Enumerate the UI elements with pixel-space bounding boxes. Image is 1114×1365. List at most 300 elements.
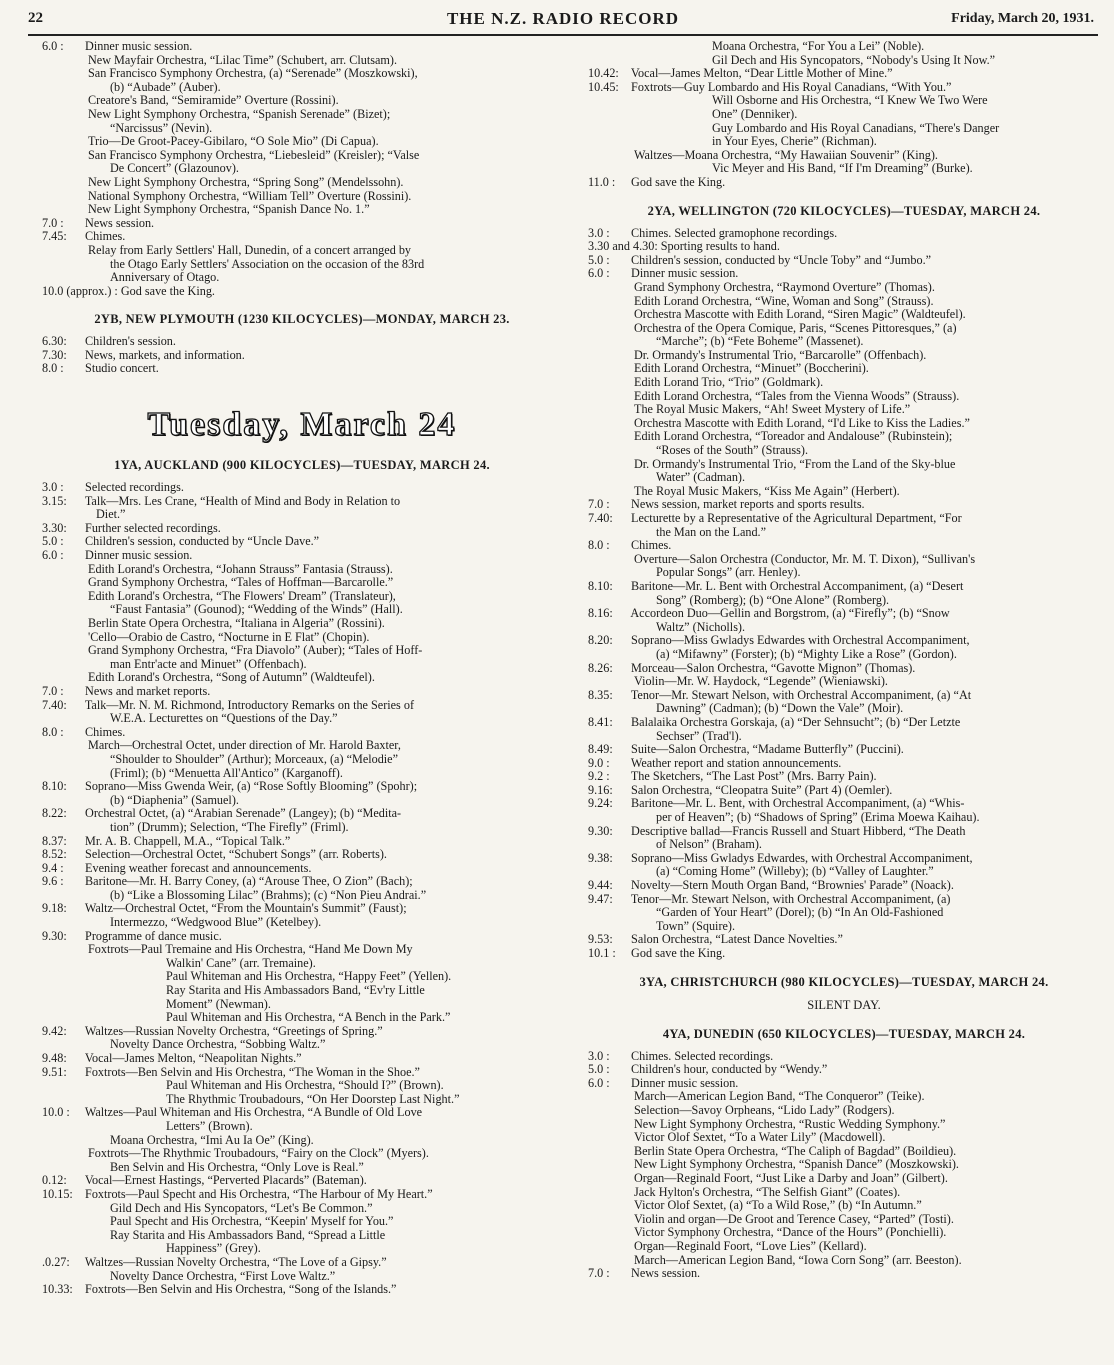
programme-entry xyxy=(588,1267,1100,1281)
entry-time: 7.40: xyxy=(42,698,67,712)
entry-time: 8.16: xyxy=(588,607,613,621)
programme-entry xyxy=(42,685,562,699)
programme-line: “Marche”; (b) “Fete Boheme” (Massenet). xyxy=(656,335,864,349)
entry-time: 10.42: xyxy=(588,67,619,81)
entry-text: Chimes. xyxy=(631,539,672,553)
programme-entry xyxy=(588,825,1100,839)
entry-text: Waltzes—Russian Novelty Orchestra, “The Love of a Gipsy.” xyxy=(84,1255,387,1269)
entry-text: Children's session, conducted by “Uncle Toby” and “Jumbo.” xyxy=(631,253,932,267)
entry-text: Foxtrots—Ben Selvin and His Orchestra, “The Woman in the Shoe.” xyxy=(85,1065,420,1079)
programme-line: The Royal Music Makers, “Kiss Me Again” (Herbert). xyxy=(634,484,900,498)
programme-entry xyxy=(42,1066,562,1080)
entry-text: Baritone—Mr. L. Bent, with Orchestral Accompaniment, (a) “Whis- xyxy=(631,797,965,811)
entry-time: 3.30: xyxy=(42,521,67,535)
programme-entry xyxy=(588,662,1100,676)
programme-entry xyxy=(42,1106,562,1120)
entry-text: Novelty—Stern Mouth Organ Band, “Brownies' Parade” (Noack). xyxy=(631,879,954,893)
programme-line: Organ—Reginald Foort, “Just Like a Darby and Joan” (Gilbert). xyxy=(634,1171,948,1185)
entry-time: 5.0 : xyxy=(588,253,610,267)
entry-text: Tenor—Mr. Stewart Nelson, with Orchestral Accompaniment, (a) “At xyxy=(630,688,972,702)
entry-text: Children's session, conducted by “Uncle Dave.” xyxy=(85,535,320,549)
entry-time: 11.0 : xyxy=(588,175,616,189)
entry-text: Accordeon Duo—Gellin and Borgstrom, (a) “Firefly”; (b) “Snow xyxy=(630,607,950,621)
entry-time: 8.22: xyxy=(42,807,67,821)
programme-line: 'Cello—Orabio de Castro, “Nocturne in E Flat” (Chopin). xyxy=(88,630,370,644)
entry-time: 9.48: xyxy=(42,1052,67,1065)
programme-line: in Your Eyes, Cherie” (Richman). xyxy=(712,135,877,149)
entry-time: 6.0 : xyxy=(42,40,64,53)
programme-line: man Entr'acte and Minuet” (Offenbach). xyxy=(110,657,307,671)
entry-text: Evening weather forecast and announcements. xyxy=(85,861,312,875)
programme-entry xyxy=(588,879,1100,893)
entry-time: 8.10: xyxy=(42,780,67,794)
programme-line: Edith Lorand's Orchestra, “Song of Autumn” (Waldteufel). xyxy=(88,671,375,685)
programme-line: Dawning” (Cadman); (b) “Down the Vale” (Moir). xyxy=(656,702,904,716)
entry-time: 8.20: xyxy=(588,634,613,648)
programme-line: Song” (Romberg); (b) “One Alone” (Romberg). xyxy=(656,593,890,607)
programme-entry xyxy=(42,549,562,563)
entry-text: Mr. A. B. Chappell, M.A., “Topical Talk.” xyxy=(85,834,291,848)
day-title: Tuesday, March 24 xyxy=(147,406,457,444)
programme-entry xyxy=(42,40,562,54)
right-column xyxy=(588,40,1100,1281)
programme-entry xyxy=(42,1188,562,1202)
entry-text: Weather report and station announcements. xyxy=(630,756,842,770)
entry-text: Selected recordings. xyxy=(85,481,184,495)
programme-line: Moment” (Newman). xyxy=(166,997,271,1011)
page-number: 22 xyxy=(28,10,43,26)
entry-text: Children's hour, conducted by “Wendy.” xyxy=(631,1063,828,1077)
programme-entry xyxy=(42,349,562,363)
entry-time: 9.0 : xyxy=(588,756,610,770)
programme-line: the Otago Early Settlers' Association on the occasion of the 83rd xyxy=(110,257,425,271)
entry-text: Dinner music session. xyxy=(631,1076,739,1090)
station-heading: 2YB, NEW PLYMOUTH (1230 KILOCYCLES)—MONDAY, MARCH 23. xyxy=(94,312,510,327)
programme-line: Foxtrots—Paul Tremaine and His Orchestra, “Hand Me Down My xyxy=(88,943,413,957)
programme-line: “Roses of the South” (Strauss). xyxy=(656,444,808,458)
programme-entry xyxy=(588,227,1100,241)
programme-entry xyxy=(42,835,562,849)
programme-entry xyxy=(588,67,1100,81)
programme-entry xyxy=(42,848,562,862)
programme-entry xyxy=(588,634,1100,648)
programme-line: New Mayfair Orchestra, “Lilac Time” (Schubert, arr. Clutsam). xyxy=(88,53,397,67)
programme-entry xyxy=(588,689,1100,703)
programme-entry xyxy=(588,539,1100,553)
programme-line: Vic Meyer and His Band, “If I'm Dreaming” (Burke). xyxy=(712,162,973,176)
programme-line: One” (Denniker). xyxy=(712,107,798,121)
entry-text: Talk—Mr. N. M. Richmond, Introductory Remarks on the Series of xyxy=(84,698,415,712)
entry-text: Foxtrots—Paul Specht and His Orchestra, “The Harbour of My Heart.” xyxy=(85,1187,433,1201)
entry-text: Salon Orchestra, “Cleopatra Suite” (Part 4) (Oemler). xyxy=(631,783,893,797)
programme-line: “Faust Fantasia” (Gounod); “Wedding of the Winds” (Hall). xyxy=(110,603,403,617)
entry-time: 6.0 : xyxy=(588,1076,610,1090)
programme-line: De Concert” (Glazounov). xyxy=(110,162,239,176)
programme-entry xyxy=(588,240,1100,254)
programme-line: Walkin' Cane” (arr. Tremaine). xyxy=(166,956,316,970)
programme-line: Paul Whiteman and His Orchestra, “Should I?” (Brown). xyxy=(166,1079,444,1093)
programme-entry xyxy=(588,1050,1100,1064)
programme-line: Edith Lorand Orchestra, “Wine, Woman and Song” (Strauss). xyxy=(634,294,934,308)
entry-time: 9.51: xyxy=(42,1065,67,1079)
entry-text: God save the King. xyxy=(631,947,726,960)
programme-line: Violin and organ—De Groot and Terence Casey, “Parted” (Tosti). xyxy=(634,1212,954,1226)
programme-entry xyxy=(42,230,562,244)
programme-entry xyxy=(42,699,562,713)
notice-text: SILENT DAY. xyxy=(807,997,881,1012)
entry-time: 7.0 : xyxy=(588,498,610,512)
programme-line: Orchestra Mascotte with Edith Lorand, “I'd Like to Kiss the Ladies.” xyxy=(634,416,970,430)
entry-time: 8.0 : xyxy=(42,725,64,739)
entry-time: 8.0 : xyxy=(42,362,64,376)
programme-line: Happiness” (Grey). xyxy=(166,1242,261,1256)
programme-entry xyxy=(588,498,1100,512)
entry-time: 9.38: xyxy=(588,851,613,865)
programme-line: per of Heaven”; (b) “Shadows of Spring” (Erima Moewa Kaihau). xyxy=(656,811,980,825)
entry-text: Chimes. Selected recordings. xyxy=(631,1049,774,1063)
entry-time: 10.0 (approx.) : xyxy=(42,284,118,298)
programme-line: Will Osborne and His Orchestra, “I Knew We Two Were xyxy=(712,94,988,108)
programme-line: Dr. Ormandy's Instrumental Trio, “From the Land of the Sky-blue xyxy=(634,457,956,471)
programme-line: Berlin State Opera Orchestra, “The Caliph of Bagdad” (Boildieu). xyxy=(634,1144,957,1158)
programme-entry xyxy=(42,726,562,740)
programme-line: Gild Dech and His Syncopators, “Let's Be Common.” xyxy=(110,1201,373,1215)
entry-text: Talk—Mrs. Les Crane, “Health of Mind and Body in Relation to xyxy=(84,494,401,508)
entry-text: Soprano—Miss Gwenda Weir, (a) “Rose Softly Blooming” (Spohr); xyxy=(85,780,418,794)
programme-entry xyxy=(588,947,1100,961)
entry-time: 9.47: xyxy=(588,892,613,906)
programme-line: Creatore's Band, “Semiramide” Overture (Rossini). xyxy=(88,94,339,108)
entry-time: 8.49: xyxy=(588,743,613,757)
programme-entry xyxy=(588,893,1100,907)
programme-line: Paul Specht and His Orchestra, “Keepin' Myself for You.” xyxy=(110,1215,394,1229)
programme-entry xyxy=(42,535,562,549)
programme-line: (a) “Mifawny” (Forster); (b) “Mighty Like a Rose” (Gordon). xyxy=(656,647,957,661)
entry-time: 6.0 : xyxy=(42,549,64,563)
entry-text: Baritone—Mr. L. Bent with Orchestral Accompaniment, (a) “Desert xyxy=(631,579,964,593)
station-heading: 3YA, CHRISTCHURCH (980 KILOCYCLES)—TUESDAY, MARCH 24. xyxy=(639,974,1049,989)
entry-text: Chimes. xyxy=(85,230,126,244)
entry-time: 9.30: xyxy=(588,824,613,838)
programme-line: Waltzes—Moana Orchestra, “My Hawaiian Souvenir” (King). xyxy=(634,148,938,162)
entry-text: News and market reports. xyxy=(85,684,211,698)
entry-time: 3.0 : xyxy=(42,481,64,495)
programme-entry xyxy=(42,902,562,916)
programme-line: Anniversary of Otago. xyxy=(110,271,220,285)
entry-time: 9.53: xyxy=(588,933,613,947)
entry-text: Waltzes—Paul Whiteman and His Orchestra, “A Bundle of Old Love xyxy=(84,1106,423,1120)
programme-line: Selection—Savoy Orpheans, “Lido Lady” (Rodgers). xyxy=(634,1103,895,1117)
programme-line: Jack Hylton's Orchestra, “The Selfish Giant” (Coates). xyxy=(634,1185,901,1199)
programme-line: Dr. Ormandy's Instrumental Trio, “Barcarolle” (Offenbach). xyxy=(634,348,927,362)
entry-text: Suite—Salon Orchestra, “Madame Butterfly” (Puccini). xyxy=(631,743,904,757)
programme-line: Paul Whiteman and His Orchestra, “A Bench in the Park.” xyxy=(166,1011,451,1025)
entry-text: Descriptive ballad—Francis Russell and Stuart Hibberd, “The Death xyxy=(631,824,966,838)
programme-line: Trio—De Groot-Pacey-Gibilaro, “O Sole Mio” (Di Capua). xyxy=(88,135,379,149)
programme-line: Victor Olof Sextet, “To a Water Lily” (Macdowell). xyxy=(634,1131,886,1145)
programme-line: (Friml); (b) “Menuetta All'Antico” (Karganoff). xyxy=(110,766,343,780)
programme-entry xyxy=(42,495,562,509)
programme-line: Orchestra Mascotte with Edith Lorand, “Siren Magic” (Waldteufel). xyxy=(634,308,966,322)
programme-entry xyxy=(42,780,562,794)
programme-line: “Garden of Your Heart” (Dorel); (b) “In An Old-Fashioned xyxy=(656,906,944,920)
programme-entry xyxy=(588,1063,1100,1077)
programme-line: Gil Dech and His Syncopators, “Nobody's Using It Now.” xyxy=(712,53,996,67)
programme-line: Water” (Cadman). xyxy=(656,471,746,485)
programme-entry xyxy=(588,580,1100,594)
station-heading: 1YA, AUCKLAND (900 KILOCYCLES)—TUESDAY, MARCH 24. xyxy=(114,458,490,473)
entry-time: 5.0 : xyxy=(42,535,64,549)
entry-time: .0.27: xyxy=(42,1255,70,1269)
programme-entry xyxy=(42,362,562,376)
programme-line: Victor Symphony Orchestra, “Dance of the Hours” (Ponchielli). xyxy=(634,1226,947,1240)
entry-time: 8.10: xyxy=(588,579,613,593)
entry-time: 7.0 : xyxy=(42,684,64,698)
programme-line: “Narcissus” (Nevin). xyxy=(110,121,213,135)
entry-time: 3.0 : xyxy=(588,226,610,240)
programme-line: Sechser” (Trad'l). xyxy=(656,729,742,743)
programme-line: Edith Lorand Trio, “Trio” (Goldmark). xyxy=(634,376,824,390)
programme-entry xyxy=(42,1256,562,1270)
entry-text: The Sketchers, “The Last Post” (Mrs. Barry Pain). xyxy=(630,770,877,784)
programme-line: The Royal Music Makers, “Ah! Sweet Mystery of Life.” xyxy=(634,403,911,417)
programme-entry xyxy=(588,716,1100,730)
entry-time: 10.0 : xyxy=(42,1106,70,1120)
programme-entry xyxy=(588,254,1100,268)
programme-line: Moana Orchestra, “Imi Au Ia Oe” (King). xyxy=(110,1133,314,1147)
programme-entry xyxy=(42,1283,562,1297)
entry-time: 5.0 : xyxy=(588,1063,610,1077)
entry-time: 7.30: xyxy=(42,348,67,362)
entry-time: 7.0 : xyxy=(588,1267,610,1281)
entry-time: 10.33: xyxy=(42,1283,73,1297)
entry-time: 7.0 : xyxy=(42,216,64,230)
entry-text: News session, market reports and sports results. xyxy=(631,498,865,512)
entry-text: Dinner music session. xyxy=(631,267,739,281)
programme-entry xyxy=(588,770,1100,784)
entry-time: 6.30: xyxy=(42,335,67,349)
entry-text: News session. xyxy=(85,216,155,230)
programme-line: Edith Lorand Orchestra, “Toreador and Andalouse” (Rubinstein); xyxy=(634,430,953,444)
programme-line: National Symphony Orchestra, “William Tell” Overture (Rossini). xyxy=(88,189,412,203)
entry-text: Foxtrots—Ben Selvin and His Orchestra, “Song of the Islands.” xyxy=(85,1283,397,1297)
entry-text: Soprano—Miss Gwladys Edwardes with Orchestral Accompaniment, xyxy=(631,634,970,648)
programme-line: the Man on the Land.” xyxy=(656,525,766,539)
entry-time: 8.37: xyxy=(42,834,67,848)
programme-line: San Francisco Symphony Orchestra, “Liebesleid” (Kreisler); “Valse xyxy=(88,148,420,162)
programme-line: Letters” (Brown). xyxy=(166,1119,253,1133)
entry-time: 10.45: xyxy=(588,80,619,94)
programme-line: Ray Starita and His Ambassadors Band, “Ev'ry Little xyxy=(166,984,425,998)
entry-text: Tenor—Mr. Stewart Nelson, with Orchestral Accompaniment, (a) xyxy=(630,892,951,906)
entry-time: 9.4 : xyxy=(42,861,64,875)
entry-text: Soprano—Miss Gwladys Edwardes, with Orchestral Accompaniment, xyxy=(631,851,973,865)
programme-line: Organ—Reginald Foort, “Love Lies” (Kellard). xyxy=(634,1239,867,1253)
programme-line: Ray Starita and His Ambassadors Band, “Spread a Little xyxy=(110,1228,386,1242)
entry-text: Sporting results to hand. xyxy=(660,240,780,254)
programme-line: Ben Selvin and His Orchestra, “Only Love is Real.” xyxy=(110,1160,364,1174)
programme-line: “Shoulder to Shoulder” (Arthur); Morceaux, (a) “Melodie” xyxy=(110,752,399,766)
entry-text: Lecturette by a Representative of the Agricultural Department, “For xyxy=(631,512,962,525)
entry-time: 7.45: xyxy=(42,230,67,244)
publication-title: THE N.Z. RADIO RECORD xyxy=(446,9,680,28)
entry-text: Children's session. xyxy=(85,335,176,349)
entry-time: 3.15: xyxy=(42,494,67,508)
programme-line: Edith Lorand Orchestra, “Minuet” (Boccherini). xyxy=(634,362,869,376)
entry-text: Morceau—Salon Orchestra, “Gavotte Mignon” (Thomas). xyxy=(631,661,916,675)
entry-time: 6.0 : xyxy=(588,267,610,281)
entry-text: Waltzes—Russian Novelty Orchestra, “Greetings of Spring.” xyxy=(84,1024,383,1038)
entry-text: Vocal—James Melton, “Dear Little Mother of Mine.” xyxy=(630,67,893,81)
programme-entry xyxy=(588,797,1100,811)
programme-entry xyxy=(42,481,562,495)
programme-line: Waltz” (Nicholls). xyxy=(656,620,746,634)
programme-line: (b) “Like a Blossoming Lilac” (Brahms); (c) “Non Pieu Andrai.” xyxy=(110,888,427,902)
entry-time: 9.18: xyxy=(42,902,67,916)
entry-text: Further selected recordings. xyxy=(85,521,221,535)
programme-entry xyxy=(42,1174,562,1188)
programme-entry xyxy=(42,807,562,821)
programme-line: Orchestra of the Opera Comique, Paris, “Scenes Pittoresques,” (a) xyxy=(634,321,957,335)
entry-time: 7.40: xyxy=(588,512,613,525)
left-column xyxy=(42,40,562,1297)
entry-text: Salon Orchestra, “Latest Dance Novelties.” xyxy=(631,933,843,947)
programme-line: Grand Symphony Orchestra, “Fra Diavolo” (Auber); “Tales of Hoff- xyxy=(88,644,423,658)
programme-line: Diet.” xyxy=(96,508,126,522)
entry-time: 8.41: xyxy=(588,715,613,729)
programme-line: Grand Symphony Orchestra, “Tales of Hoffman—Barcarolle.” xyxy=(88,576,394,590)
entry-text: Programme of dance music. xyxy=(85,929,222,943)
station-heading: 2YA, WELLINGTON (720 KILOCYCLES)—TUESDAY, MARCH 24. xyxy=(647,203,1041,218)
programme-line: Edith Lorand's Orchestra, “The Flowers' Dream” (Translateur), xyxy=(88,589,396,603)
programme-line: Town” (Squire). xyxy=(656,919,736,933)
entry-time: 10.1 : xyxy=(588,947,616,960)
entry-time: 3.30 and 4.30: xyxy=(588,240,658,254)
entry-text: Chimes. Selected gramophone recordings. xyxy=(631,226,838,240)
issue-date: Friday, March 20, 1931. xyxy=(951,11,1094,26)
programme-line: Relay from Early Settlers' Hall, Dunedin, of a concert arranged by xyxy=(88,243,412,257)
programme-entry xyxy=(588,607,1100,621)
programme-line: Guy Lombardo and His Royal Canadians, “There's Danger xyxy=(712,121,1000,135)
entry-text: Balalaika Orchestra Gorskaja, (a) “Der Sehnsucht”; (b) “Der Letzte xyxy=(631,715,961,729)
programme-entry xyxy=(588,512,1100,526)
programme-entry xyxy=(42,1052,562,1066)
entry-text: God save the King. xyxy=(120,284,215,298)
programme-entry xyxy=(588,267,1100,281)
page-header xyxy=(28,8,1098,36)
programme-line: Intermezzo, “Wedgwood Blue” (Ketelbey). xyxy=(110,916,322,930)
entry-time: 9.44: xyxy=(588,879,613,893)
programme-line: New Light Symphony Orchestra, “Spanish Dance No. 1.” xyxy=(88,203,370,217)
programme-entry xyxy=(588,852,1100,866)
programme-entry xyxy=(588,1077,1100,1091)
programme-line: Popular Songs” (arr. Henley). xyxy=(656,566,801,580)
programme-line: Edith Lorand's Orchestra, “Johann Strauss” Fantasia (Strauss). xyxy=(88,562,393,576)
entry-text: News, markets, and information. xyxy=(85,348,245,362)
entry-time: 8.35: xyxy=(588,688,613,702)
programme-entry xyxy=(588,81,1100,95)
programme-line: March—American Legion Band, “Iowa Corn Song” (arr. Beeston). xyxy=(634,1253,962,1267)
programme-line: Edith Lorand Orchestra, “Tales from the Vienna Woods” (Strauss). xyxy=(634,389,960,403)
programme-line: San Francisco Symphony Orchestra, (a) “Serenade” (Moszkowski), xyxy=(88,67,418,81)
programme-line: (b) “Aubade” (Auber). xyxy=(110,80,221,94)
programme-entry xyxy=(42,335,562,349)
entry-time: 9.16: xyxy=(588,783,613,797)
entry-text: Chimes. xyxy=(85,725,126,739)
programme-line: Moana Orchestra, “For You a Lei” (Noble). xyxy=(712,40,925,53)
programme-entry xyxy=(588,784,1100,798)
programme-line: W.E.A. Lecturettes on “Questions of the Day.” xyxy=(110,712,338,726)
programme-line: Paul Whiteman and His Orchestra, “Happy Feet” (Yellen). xyxy=(166,970,452,984)
programme-line: Berlin State Opera Orchestra, “Italiana in Algeria” (Rossini). xyxy=(88,617,385,630)
programme-line: Novelty Dance Orchestra, “First Love Waltz.” xyxy=(110,1269,336,1283)
programme-line: The Rhythmic Troubadours, “On Her Doorstep Last Night.” xyxy=(166,1092,460,1106)
entry-time: 9.42: xyxy=(42,1024,67,1038)
entry-time: 8.26: xyxy=(588,661,613,675)
programme-entry xyxy=(42,522,562,536)
programme-entry xyxy=(42,862,562,876)
programme-entry xyxy=(42,285,562,299)
programme-entry xyxy=(588,176,1100,190)
entry-text: Orchestral Octet, (a) “Arabian Serenade” (Langey); (b) “Medita- xyxy=(85,807,402,821)
programme-entry xyxy=(588,757,1100,771)
programme-line: Violin—Mr. W. Haydock, “Legende” (Wieniawski). xyxy=(634,675,888,689)
programme-line: tion” (Drumm); Selection, “The Firefly” (Friml). xyxy=(110,820,349,834)
programme-line: March—American Legion Band, “The Conqueror” (Teike). xyxy=(634,1090,925,1104)
programme-entry xyxy=(42,875,562,889)
programme-entry xyxy=(588,743,1100,757)
entry-text: Studio concert. xyxy=(85,362,159,376)
programme-line: New Light Symphony Orchestra, “Spanish Serenade” (Bizet); xyxy=(88,107,391,121)
programme-line: New Light Symphony Orchestra, “Spanish Dance” (Moszkowski). xyxy=(634,1158,959,1172)
entry-text: Selection—Orchestral Octet, “Schubert Songs” (arr. Roberts). xyxy=(85,848,387,862)
entry-text: Waltz—Orchestral Octet, “From the Mountain's Summit” (Faust); xyxy=(84,902,407,916)
programme-line: Novelty Dance Orchestra, “Sobbing Waltz.” xyxy=(110,1038,326,1052)
entry-text: Vocal—James Melton, “Neapolitan Nights.” xyxy=(84,1052,302,1065)
entry-text: Foxtrots—Guy Lombardo and His Royal Canadians, “With You.” xyxy=(631,80,952,94)
programme-entry xyxy=(588,933,1100,947)
entry-text: God save the King. xyxy=(631,175,726,189)
programme-line: Foxtrots—The Rhythmic Troubadours, “Fairy on the Clock” (Myers). xyxy=(88,1147,429,1161)
entry-time: 9.30: xyxy=(42,929,67,943)
programme-entry xyxy=(42,217,562,231)
programme-line: Grand Symphony Orchestra, “Raymond Overture” (Thomas). xyxy=(634,280,935,294)
entry-time: 8.52: xyxy=(42,848,67,862)
programme-line: Overture—Salon Orchestra (Conductor, Mr. M. T. Dixon), “Sullivan's xyxy=(634,552,976,566)
station-heading: 4YA, DUNEDIN (650 KILOCYCLES)—TUESDAY, MARCH 24. xyxy=(662,1026,1026,1041)
entry-time: 9.6 : xyxy=(42,875,64,889)
entry-text: Dinner music session. xyxy=(85,40,193,53)
programme-line: March—Orchestral Octet, under direction of Mr. Harold Baxter, xyxy=(88,739,401,753)
programme-line: (a) “Coming Home” (Willeby); (b) “Valley of Laughter.” xyxy=(656,865,934,879)
entry-time: 3.0 : xyxy=(588,1049,610,1063)
programme-line: New Light Symphony Orchestra, “Rustic Wedding Symphony.” xyxy=(634,1117,946,1131)
programme-entry xyxy=(42,1025,562,1039)
entry-time: 9.24: xyxy=(588,797,613,811)
entry-text: Baritone—Mr. H. Barry Coney, (a) “Arouse Thee, O Zion” (Bach); xyxy=(85,875,413,889)
entry-time: 8.0 : xyxy=(588,539,610,553)
entry-time: 0.12: xyxy=(42,1174,67,1188)
entry-text: Vocal—Ernest Hastings, “Perverted Placards” (Bateman). xyxy=(84,1174,367,1188)
entry-text: Dinner music session. xyxy=(85,549,193,563)
entry-time: 9.2 : xyxy=(588,770,610,784)
programme-line: New Light Symphony Orchestra, “Spring Song” (Mendelssohn). xyxy=(88,175,404,189)
programme-line: Victor Olof Sextet, (a) “To a Wild Rose,” (b) “In Autumn.” xyxy=(634,1199,922,1213)
programme-line: (b) “Diaphenia” (Samuel). xyxy=(110,793,239,807)
programme-entry xyxy=(42,930,562,944)
entry-text: News session. xyxy=(631,1267,701,1281)
entry-time: 10.15: xyxy=(42,1187,73,1201)
